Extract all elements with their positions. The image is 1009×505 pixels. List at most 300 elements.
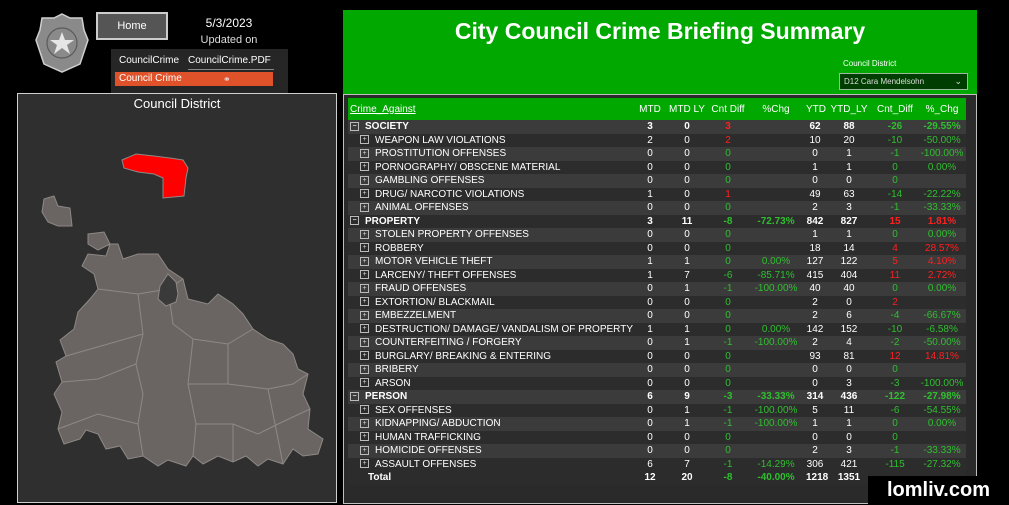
row-label: SOCIETY bbox=[365, 121, 409, 132]
page-tabs bbox=[111, 49, 288, 93]
cell-ytd_ly: 88 bbox=[826, 120, 872, 134]
table-row[interactable] bbox=[348, 228, 966, 242]
cell-mtd: 0 bbox=[634, 336, 666, 350]
cell-ydiff: 11 bbox=[872, 269, 918, 283]
cell-ytd_ly: 11 bbox=[826, 404, 872, 418]
report-header bbox=[343, 10, 977, 94]
cell-ydiff: 12 bbox=[872, 350, 918, 364]
cell-ytd: 2 bbox=[804, 201, 826, 215]
cell-pct: -100.00% bbox=[748, 417, 804, 431]
cell-pct bbox=[748, 431, 804, 445]
cell-ypct bbox=[918, 431, 966, 445]
expand-icon[interactable]: + bbox=[360, 230, 369, 239]
cell-name bbox=[348, 282, 634, 296]
cell-name bbox=[348, 350, 634, 364]
cell-diff: -6 bbox=[708, 269, 748, 283]
cell-ytd: 314 bbox=[804, 390, 826, 404]
row-label: ANIMAL OFFENSES bbox=[375, 202, 469, 213]
expand-icon[interactable]: + bbox=[360, 243, 369, 252]
row-label: PROPERTY bbox=[365, 215, 421, 227]
cell-ytd_ly: 0 bbox=[826, 296, 872, 310]
table-row[interactable] bbox=[348, 296, 966, 310]
row-label: WEAPON LAW VIOLATIONS bbox=[375, 134, 506, 146]
cell-ytd: 1 bbox=[804, 417, 826, 431]
cell-mtd: 0 bbox=[634, 431, 666, 445]
col-crime-against[interactable]: Crime_Against bbox=[348, 98, 634, 120]
cell-mtd: 0 bbox=[634, 174, 666, 188]
cell-ydiff: 0 bbox=[872, 228, 918, 242]
row-label: PERSON bbox=[365, 391, 408, 402]
table-row[interactable] bbox=[348, 201, 966, 215]
table-row[interactable] bbox=[348, 444, 966, 458]
cell-name bbox=[348, 404, 634, 418]
cell-ytd_ly: 1 bbox=[826, 147, 872, 161]
col-ytd-pct-chg[interactable]: %_Chg bbox=[918, 98, 966, 120]
total-ytd_ly: 1351 bbox=[826, 471, 872, 485]
cell-ydiff: -1 bbox=[872, 201, 918, 215]
crime-summary-table bbox=[348, 98, 966, 485]
expand-icon[interactable]: + bbox=[360, 378, 369, 387]
watermark: lomliv.com bbox=[868, 476, 1009, 505]
cell-mtd_ly: 0 bbox=[666, 161, 708, 175]
cell-ytd_ly: 81 bbox=[826, 350, 872, 364]
cell-pct bbox=[748, 120, 804, 134]
home-button[interactable]: Home bbox=[96, 12, 168, 40]
table-row[interactable] bbox=[348, 350, 966, 364]
cell-mtd_ly: 0 bbox=[666, 228, 708, 242]
cell-mtd_ly: 11 bbox=[666, 215, 708, 229]
cell-name bbox=[348, 188, 634, 202]
tab-councilcrime[interactable]: CouncilCrime bbox=[119, 55, 180, 66]
expand-icon[interactable]: + bbox=[360, 459, 369, 468]
cell-ytd: 415 bbox=[804, 269, 826, 283]
cell-ydiff: 0 bbox=[872, 174, 918, 188]
district-12-highlight[interactable] bbox=[122, 154, 188, 198]
cell-mtd_ly: 0 bbox=[666, 377, 708, 391]
group-row[interactable] bbox=[348, 215, 966, 229]
cell-name bbox=[348, 390, 634, 404]
cell-mtd: 0 bbox=[634, 417, 666, 431]
cell-ytd_ly: 1 bbox=[826, 161, 872, 175]
cell-ytd_ly: 436 bbox=[826, 390, 872, 404]
row-label: FRAUD OFFENSES bbox=[375, 283, 467, 294]
council-district-filter-label: Council District bbox=[843, 59, 897, 68]
cell-ypct: -33.33% bbox=[918, 201, 966, 215]
cell-pct bbox=[748, 350, 804, 364]
group-row[interactable] bbox=[348, 390, 966, 404]
table-row[interactable] bbox=[348, 147, 966, 161]
cell-pct: -100.00% bbox=[748, 336, 804, 350]
cell-diff: 0 bbox=[708, 296, 748, 310]
row-label: BURGLARY/ BREAKING & ENTERING bbox=[375, 350, 551, 362]
table-row[interactable] bbox=[348, 269, 966, 283]
table-row[interactable] bbox=[348, 134, 966, 148]
row-label: PROSTITUTION OFFENSES bbox=[375, 148, 507, 159]
cell-diff: 0 bbox=[708, 201, 748, 215]
tab-council-crime-label: Council Crime bbox=[119, 73, 182, 84]
cell-mtd: 1 bbox=[634, 255, 666, 269]
cell-mtd: 0 bbox=[634, 242, 666, 256]
cell-pct bbox=[748, 174, 804, 188]
cell-ydiff: -14 bbox=[872, 188, 918, 202]
cell-mtd_ly: 0 bbox=[666, 296, 708, 310]
table-row[interactable] bbox=[348, 336, 966, 350]
row-label: EXTORTION/ BLACKMAIL bbox=[375, 296, 495, 308]
cell-ytd: 18 bbox=[804, 242, 826, 256]
cell-mtd_ly: 0 bbox=[666, 309, 708, 323]
cell-ypct: -27.32% bbox=[918, 458, 966, 472]
cell-mtd_ly: 0 bbox=[666, 188, 708, 202]
total-diff: -8 bbox=[708, 471, 748, 485]
cell-ytd: 62 bbox=[804, 120, 826, 134]
cell-pct bbox=[748, 134, 804, 148]
cell-ypct: -29.55% bbox=[918, 120, 966, 134]
cell-mtd: 0 bbox=[634, 282, 666, 296]
cell-diff: 2 bbox=[708, 134, 748, 148]
cell-mtd: 0 bbox=[634, 377, 666, 391]
cell-mtd: 1 bbox=[634, 188, 666, 202]
collapse-icon[interactable]: − bbox=[350, 216, 359, 225]
col-mtd[interactable]: MTD bbox=[634, 98, 666, 120]
total-mtd: 12 bbox=[634, 471, 666, 485]
table-row[interactable] bbox=[348, 377, 966, 391]
council-district-selected: D12 Cara Mendelsohn bbox=[844, 77, 925, 86]
row-label: LARCENY/ THEFT OFFENSES bbox=[375, 269, 517, 281]
cell-mtd_ly: 7 bbox=[666, 458, 708, 472]
cell-ypct: -33.33% bbox=[918, 444, 966, 458]
cell-mtd: 0 bbox=[634, 296, 666, 310]
cell-pct bbox=[748, 377, 804, 391]
cell-ydiff: -10 bbox=[872, 134, 918, 148]
cell-ytd: 2 bbox=[804, 309, 826, 323]
expand-icon[interactable]: + bbox=[360, 297, 369, 306]
cell-ytd: 0 bbox=[804, 363, 826, 377]
col-pct-chg[interactable]: %Chg bbox=[748, 98, 804, 120]
table-row[interactable] bbox=[348, 363, 966, 377]
cell-ypct: -6.58% bbox=[918, 323, 966, 337]
cell-ypct: 0.00% bbox=[918, 228, 966, 242]
expand-icon[interactable]: + bbox=[360, 446, 369, 455]
cell-ydiff: -115 bbox=[872, 458, 918, 472]
cell-mtd_ly: 0 bbox=[666, 120, 708, 134]
cell-mtd_ly: 0 bbox=[666, 174, 708, 188]
cell-mtd: 1 bbox=[634, 323, 666, 337]
row-label: HUMAN TRAFFICKING bbox=[375, 431, 481, 443]
cell-diff: 0 bbox=[708, 323, 748, 337]
table-row[interactable] bbox=[348, 404, 966, 418]
cell-mtd_ly: 1 bbox=[666, 417, 708, 431]
cell-ypct: -66.67% bbox=[918, 309, 966, 323]
expand-icon[interactable]: + bbox=[360, 405, 369, 414]
cell-diff: 0 bbox=[708, 350, 748, 364]
cell-ypct: -100.00% bbox=[918, 377, 966, 391]
collapse-icon[interactable]: − bbox=[350, 122, 359, 131]
cell-ydiff: 0 bbox=[872, 431, 918, 445]
total-pct: -40.00% bbox=[748, 471, 804, 485]
expand-icon[interactable]: + bbox=[360, 365, 369, 374]
cell-mtd: 0 bbox=[634, 161, 666, 175]
row-label: PORNOGRAPHY/ OBSCENE MATERIAL bbox=[375, 161, 561, 173]
cell-ytd_ly: 20 bbox=[826, 134, 872, 148]
expand-icon[interactable]: + bbox=[360, 203, 369, 212]
row-label: ROBBERY bbox=[375, 242, 424, 254]
cell-diff: 0 bbox=[708, 377, 748, 391]
cell-diff: 0 bbox=[708, 174, 748, 188]
cell-ydiff: 0 bbox=[872, 417, 918, 431]
cell-pct: -14.29% bbox=[748, 458, 804, 472]
cell-ydiff: -122 bbox=[872, 390, 918, 404]
cell-ytd: 2 bbox=[804, 336, 826, 350]
cell-name bbox=[348, 323, 634, 337]
cell-ytd_ly: 1 bbox=[826, 417, 872, 431]
cell-ypct bbox=[918, 363, 966, 377]
cell-ytd_ly: 40 bbox=[826, 282, 872, 296]
cell-mtd_ly: 0 bbox=[666, 201, 708, 215]
expand-icon[interactable]: + bbox=[360, 189, 369, 198]
cell-ydiff: -4 bbox=[872, 309, 918, 323]
link-icon: ⚭ bbox=[223, 74, 231, 84]
expand-icon[interactable]: + bbox=[360, 270, 369, 279]
row-label: HOMICIDE OFFENSES bbox=[375, 445, 482, 456]
table-row[interactable] bbox=[348, 431, 966, 445]
expand-icon[interactable]: + bbox=[360, 135, 369, 144]
cell-ydiff: -10 bbox=[872, 323, 918, 337]
expand-icon[interactable]: + bbox=[360, 162, 369, 171]
cell-ytd: 0 bbox=[804, 174, 826, 188]
cell-ytd: 0 bbox=[804, 431, 826, 445]
cell-pct: -33.33% bbox=[748, 390, 804, 404]
cell-mtd: 1 bbox=[634, 269, 666, 283]
expand-icon[interactable]: + bbox=[360, 149, 369, 158]
updated-label: Updated on bbox=[200, 34, 258, 46]
cell-name bbox=[348, 201, 634, 215]
table-row[interactable] bbox=[348, 417, 966, 431]
total-name: Total bbox=[348, 471, 634, 485]
row-label: BRIBERY bbox=[375, 364, 419, 375]
cell-ytd: 306 bbox=[804, 458, 826, 472]
col-mtd-ly[interactable]: MTD LY bbox=[666, 98, 708, 120]
cell-ydiff: 15 bbox=[872, 215, 918, 229]
cell-name bbox=[348, 417, 634, 431]
cell-diff: 0 bbox=[708, 147, 748, 161]
cell-diff: -1 bbox=[708, 282, 748, 296]
cell-ydiff: -6 bbox=[872, 404, 918, 418]
cell-ytd_ly: 152 bbox=[826, 323, 872, 337]
table-row[interactable] bbox=[348, 309, 966, 323]
cell-ytd_ly: 0 bbox=[826, 174, 872, 188]
cell-ypct: 0.00% bbox=[918, 417, 966, 431]
cell-mtd: 0 bbox=[634, 404, 666, 418]
expand-icon[interactable]: + bbox=[360, 311, 369, 320]
cell-ydiff: -1 bbox=[872, 444, 918, 458]
cell-name bbox=[348, 120, 634, 134]
cell-name bbox=[348, 147, 634, 161]
cell-ypct: -27.98% bbox=[918, 390, 966, 404]
cell-name bbox=[348, 458, 634, 472]
collapse-icon[interactable]: − bbox=[350, 392, 359, 401]
cell-diff: 1 bbox=[708, 188, 748, 202]
cell-ydiff: 0 bbox=[872, 161, 918, 175]
cell-ydiff: -2 bbox=[872, 336, 918, 350]
cell-diff: 0 bbox=[708, 444, 748, 458]
row-label: COUNTERFEITING / FORGERY bbox=[375, 337, 522, 348]
cell-mtd_ly: 0 bbox=[666, 242, 708, 256]
tab-council-crime[interactable] bbox=[115, 72, 273, 86]
cell-diff: 0 bbox=[708, 309, 748, 323]
cell-name bbox=[348, 431, 634, 445]
table-row[interactable] bbox=[348, 188, 966, 202]
cell-ytd: 1 bbox=[804, 161, 826, 175]
tab-underline bbox=[188, 69, 274, 70]
expand-icon[interactable]: + bbox=[360, 257, 369, 266]
cell-ytd_ly: 1 bbox=[826, 228, 872, 242]
expand-icon[interactable]: + bbox=[360, 432, 369, 441]
police-badge-logo bbox=[34, 12, 90, 74]
cell-diff: 0 bbox=[708, 363, 748, 377]
row-label: KIDNAPPING/ ABDUCTION bbox=[375, 418, 501, 429]
cell-name bbox=[348, 174, 634, 188]
cell-mtd_ly: 1 bbox=[666, 404, 708, 418]
cell-pct bbox=[748, 147, 804, 161]
cell-ypct: -22.22% bbox=[918, 188, 966, 202]
cell-name bbox=[348, 228, 634, 242]
cell-ytd: 2 bbox=[804, 296, 826, 310]
cell-name bbox=[348, 309, 634, 323]
expand-icon[interactable]: + bbox=[360, 176, 369, 185]
cell-pct bbox=[748, 228, 804, 242]
cell-mtd_ly: 0 bbox=[666, 444, 708, 458]
cell-mtd: 0 bbox=[634, 228, 666, 242]
cell-mtd_ly: 1 bbox=[666, 336, 708, 350]
cell-mtd: 6 bbox=[634, 390, 666, 404]
cell-diff: 0 bbox=[708, 242, 748, 256]
col-cnt-diff[interactable]: Cnt Diff bbox=[708, 98, 748, 120]
council-district-dropdown[interactable] bbox=[839, 73, 968, 90]
cell-ytd: 40 bbox=[804, 282, 826, 296]
col-ytd[interactable]: YTD bbox=[804, 98, 826, 120]
cell-ytd: 49 bbox=[804, 188, 826, 202]
row-label: EMBEZZELMENT bbox=[375, 310, 457, 321]
cell-ypct: -54.55% bbox=[918, 404, 966, 418]
cell-ytd_ly: 421 bbox=[826, 458, 872, 472]
cell-diff: -3 bbox=[708, 390, 748, 404]
crime-table-panel bbox=[343, 94, 977, 504]
cell-pct: 0.00% bbox=[748, 255, 804, 269]
cell-ypct: 2.72% bbox=[918, 269, 966, 283]
cell-ypct: 0.00% bbox=[918, 161, 966, 175]
cell-ytd_ly: 3 bbox=[826, 377, 872, 391]
cell-ytd_ly: 122 bbox=[826, 255, 872, 269]
col-ytd-ly[interactable]: YTD_LY bbox=[826, 98, 872, 120]
cell-ytd_ly: 3 bbox=[826, 444, 872, 458]
chevron-down-icon: ⌄ bbox=[954, 76, 962, 86]
cell-diff: -1 bbox=[708, 458, 748, 472]
cell-pct bbox=[748, 444, 804, 458]
cell-diff: 0 bbox=[708, 161, 748, 175]
row-label: ARSON bbox=[375, 377, 411, 389]
cell-ypct: 0.00% bbox=[918, 282, 966, 296]
cell-mtd: 3 bbox=[634, 215, 666, 229]
table-row[interactable] bbox=[348, 282, 966, 296]
map-title: Council District bbox=[133, 96, 221, 111]
expand-icon[interactable]: + bbox=[360, 351, 369, 360]
col-ytd-cnt-diff[interactable]: Cnt_Diff bbox=[872, 98, 918, 120]
table-row[interactable] bbox=[348, 161, 966, 175]
table-row[interactable] bbox=[348, 242, 966, 256]
cell-ypct bbox=[918, 174, 966, 188]
cell-mtd_ly: 0 bbox=[666, 431, 708, 445]
cell-diff: 0 bbox=[708, 228, 748, 242]
cell-pct: 0.00% bbox=[748, 323, 804, 337]
cell-pct bbox=[748, 309, 804, 323]
table-row[interactable] bbox=[348, 323, 966, 337]
cell-diff: -8 bbox=[708, 215, 748, 229]
expand-icon[interactable]: + bbox=[360, 419, 369, 428]
cell-ytd: 2 bbox=[804, 444, 826, 458]
cell-pct bbox=[748, 188, 804, 202]
group-row[interactable] bbox=[348, 120, 966, 134]
expand-icon[interactable]: + bbox=[360, 284, 369, 293]
cell-ytd_ly: 0 bbox=[826, 363, 872, 377]
row-label: DRUG/ NARCOTIC VIOLATIONS bbox=[375, 188, 525, 200]
expand-icon[interactable]: + bbox=[360, 324, 369, 333]
cell-mtd_ly: 1 bbox=[666, 323, 708, 337]
cell-name bbox=[348, 134, 634, 148]
council-district-map[interactable] bbox=[18, 94, 336, 502]
tab-councilcrime-pdf[interactable]: CouncilCrime.PDF bbox=[188, 55, 271, 66]
cell-diff: 0 bbox=[708, 255, 748, 269]
table-row[interactable] bbox=[348, 458, 966, 472]
expand-icon[interactable]: + bbox=[360, 338, 369, 347]
cell-ytd_ly: 827 bbox=[826, 215, 872, 229]
cell-ytd: 0 bbox=[804, 147, 826, 161]
cell-mtd_ly: 9 bbox=[666, 390, 708, 404]
cell-ytd_ly: 63 bbox=[826, 188, 872, 202]
cell-pct: -72.73% bbox=[748, 215, 804, 229]
cell-ytd_ly: 14 bbox=[826, 242, 872, 256]
cell-pct bbox=[748, 201, 804, 215]
cell-name bbox=[348, 269, 634, 283]
cell-ypct: -50.00% bbox=[918, 134, 966, 148]
cell-ydiff: -1 bbox=[872, 147, 918, 161]
table-row[interactable] bbox=[348, 255, 966, 269]
cell-ytd_ly: 4 bbox=[826, 336, 872, 350]
cell-mtd: 3 bbox=[634, 120, 666, 134]
cell-ytd: 93 bbox=[804, 350, 826, 364]
table-row[interactable] bbox=[348, 174, 966, 188]
total-ytd: 1218 bbox=[806, 472, 829, 483]
cell-ypct: 14.81% bbox=[918, 350, 966, 364]
cell-mtd_ly: 0 bbox=[666, 363, 708, 377]
cell-mtd: 2 bbox=[634, 134, 666, 148]
cell-ypct: 28.57% bbox=[918, 242, 966, 256]
cell-pct bbox=[748, 296, 804, 310]
row-label: ASSAULT OFFENSES bbox=[375, 458, 477, 470]
cell-ypct: 1.81% bbox=[918, 215, 966, 229]
cell-ydiff: 5 bbox=[872, 255, 918, 269]
cell-mtd_ly: 7 bbox=[666, 269, 708, 283]
cell-ydiff: 2 bbox=[872, 296, 918, 310]
cell-ytd: 10 bbox=[804, 134, 826, 148]
cell-mtd: 6 bbox=[634, 458, 666, 472]
row-label: MOTOR VEHICLE THEFT bbox=[375, 256, 493, 267]
table-header-row bbox=[348, 98, 966, 120]
cell-ytd: 5 bbox=[804, 404, 826, 418]
row-label: SEX OFFENSES bbox=[375, 404, 452, 416]
cell-pct: -100.00% bbox=[748, 404, 804, 418]
cell-ytd: 142 bbox=[804, 323, 826, 337]
cell-name bbox=[348, 161, 634, 175]
